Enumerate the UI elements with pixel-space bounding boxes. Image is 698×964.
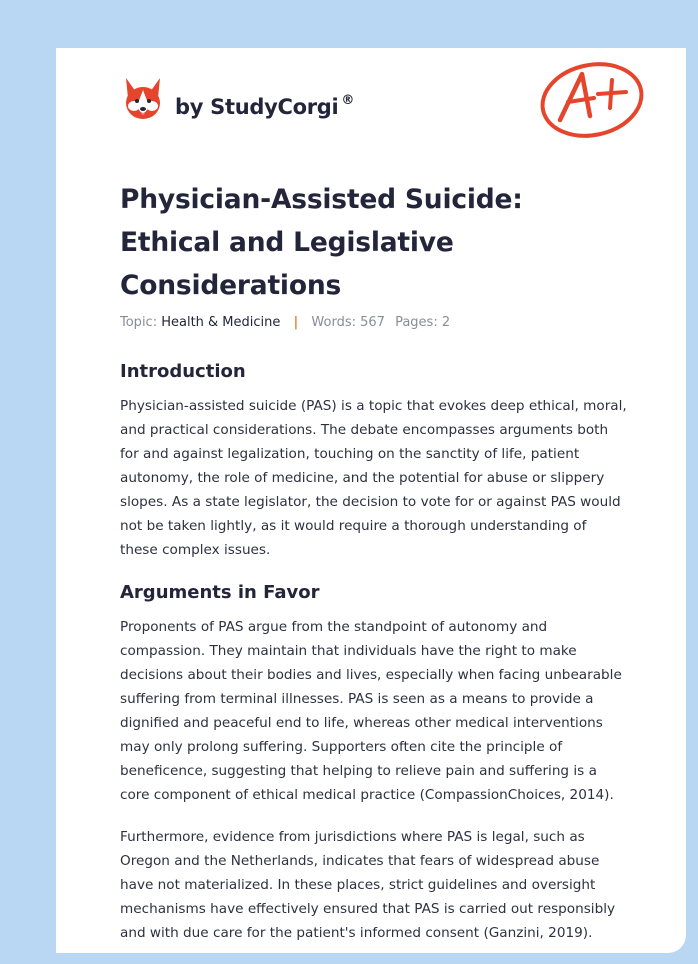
word-count: Words: 567 (311, 315, 385, 330)
arguments-paragraph-2: Furthermore, evidence from jurisdictions where PAS is legal, such as Oregon and the Netherlands, indicates that fears of widespread abuse have not materialized. In these places, strict guidelines and oversight mechanisms have effectively ensured that PAS is carried out responsibly and with due care for the patient's informed consent (Ganzini, 2019). (120, 829, 616, 941)
section-heading-introduction: Introduction (120, 361, 246, 382)
document-meta (120, 315, 628, 335)
header (120, 48, 628, 170)
corgi-logo-icon[interactable] (122, 76, 164, 122)
section-heading-arguments-in-favor: Arguments in Favor (120, 582, 320, 603)
brand-name[interactable] (175, 95, 354, 119)
introduction-paragraph: Physician-assisted suicide (PAS) is a topic that evokes deep ethical, moral, and practical considerations. The debate encompasses arguments both for and against legalization, touching on the sanctity of life, patient autonomy, the role of medicine, and the potential for abuse or slippery slopes. As a state legislator, the decision to vote for or against PAS would not be taken lightly, as it would require a thorough understanding of these complex issues. (120, 398, 627, 558)
brand-text: by StudyCorgi (175, 95, 339, 119)
topic-label: Topic: (120, 315, 158, 330)
document-page (56, 48, 686, 953)
meta-separator: | (293, 315, 299, 330)
topic-link[interactable]: Health & Medicine (161, 315, 281, 330)
page-count: Pages: 2 (395, 315, 451, 330)
arguments-paragraph-1: Proponents of PAS argue from the standpoint of autonomy and compassion. They maintain that individuals have the right to make decisions about their bodies and lives, especially when facing unbearable suffering from terminal illnesses. PAS is seen as a means to provide a dignified and peaceful end to life, whereas other medical interventions may only prolong suffering. Supporters often cite the principle of beneficence, suggesting that helping to relieve pain and suffering is a core component of ethical medical practice (CompassionChoices, 2014). (120, 619, 622, 803)
registered-mark: ® (341, 93, 355, 108)
page-title: Physician-Assisted Suicide: Ethical and Legislative Considerations (120, 184, 523, 301)
a-plus-grade-stamp (538, 58, 648, 140)
